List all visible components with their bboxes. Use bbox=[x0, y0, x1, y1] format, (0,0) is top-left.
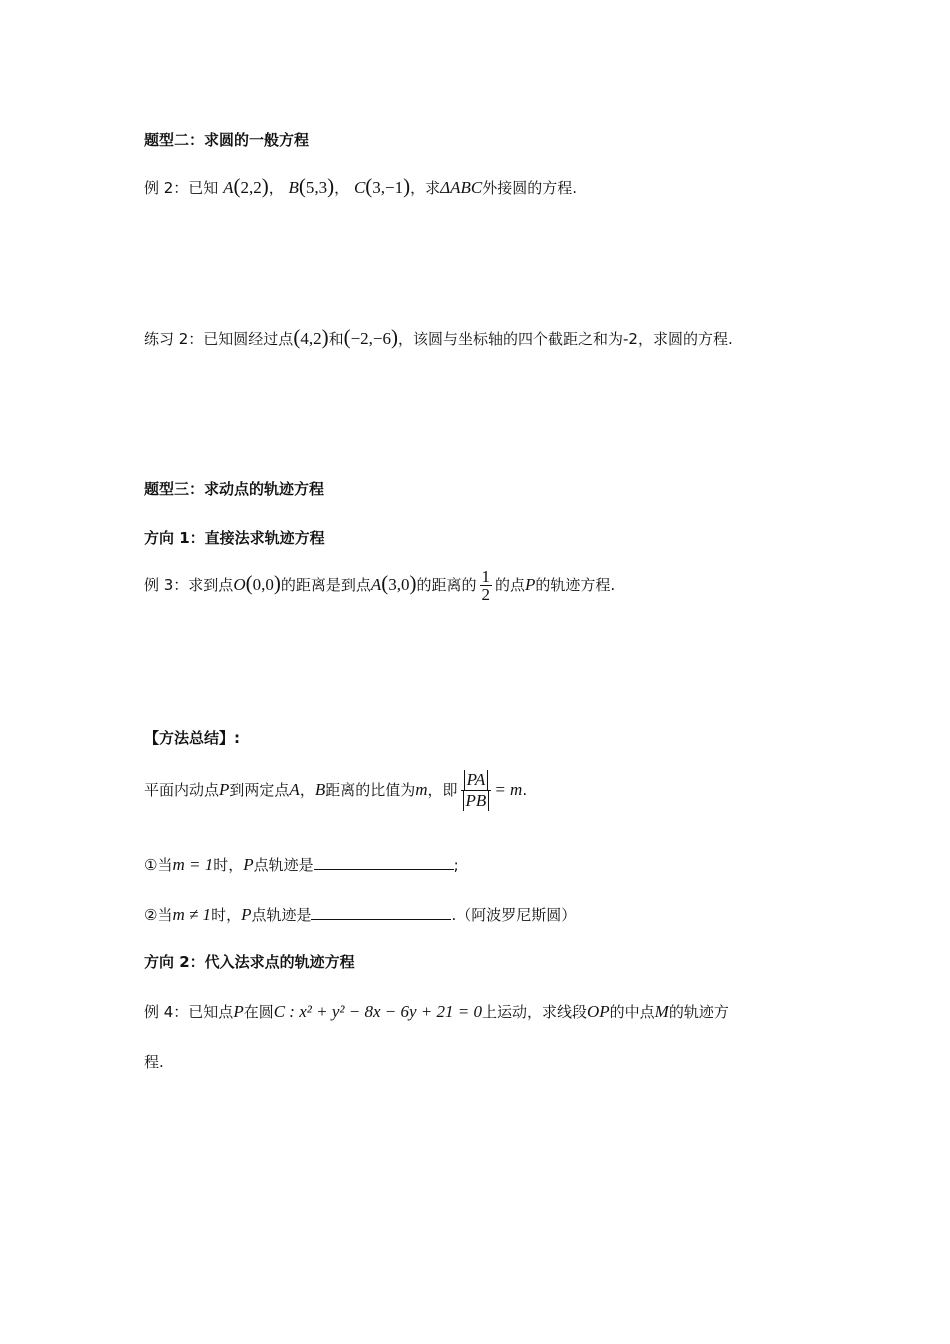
ratio-fraction bbox=[461, 770, 492, 811]
point-o-coords: 0,0 bbox=[252, 575, 274, 594]
point-p3-label: P bbox=[525, 575, 536, 594]
fraction-denominator: 2 bbox=[481, 585, 491, 604]
method-ji: ，即 bbox=[427, 780, 458, 799]
method-case-1 bbox=[144, 855, 459, 873]
case1-end: ; bbox=[453, 856, 459, 874]
case1-condition: m = 1 bbox=[172, 855, 214, 874]
point-a3-label: A bbox=[370, 575, 382, 594]
example-3-prefix: 例 3：求到点 bbox=[144, 576, 234, 594]
practice-2-and: 和 bbox=[328, 330, 344, 348]
point-a-coords: 2,2 bbox=[240, 178, 262, 197]
example-4-p: P bbox=[233, 1002, 244, 1021]
abs-pb: PB bbox=[463, 791, 490, 811]
case2-prefix: ②当 bbox=[144, 906, 173, 924]
circle-equation: C : x² + y² − 8x − 6y + 21 = 0 bbox=[273, 1002, 482, 1021]
practice-2: 练习 2：已知圆经过点(4,2)和(−2,−6)，该圆与坐标轴的四个截距之和为-2，求圆的方程. bbox=[144, 325, 733, 349]
method-line-1: 平面内动点P到两定点A，B距离的比值为m，即 $\frac{PA}{PB}$ = m. bbox=[144, 770, 528, 810]
example-3-mid3: 的点 bbox=[495, 576, 526, 594]
practice-2-suffix: ，该圆与坐标轴的四个截距之和为-2，求圆的方程. bbox=[398, 330, 733, 348]
case2-text: 时， bbox=[211, 906, 242, 924]
direction1-heading: 方向 1：直接法求轨迹方程 bbox=[144, 529, 325, 547]
case2-end: .（阿波罗尼斯圆） bbox=[451, 906, 577, 924]
case1-blank bbox=[314, 855, 454, 870]
method-m: m bbox=[415, 779, 428, 799]
practice-2-prefix: 练习 2：已知圆经过点 bbox=[144, 330, 294, 348]
fraction-numerator: 1 bbox=[481, 567, 491, 586]
ratio-equals-m: = m bbox=[494, 779, 523, 799]
case2-p: P bbox=[241, 905, 252, 924]
point-b-coords: 5,3 bbox=[305, 178, 328, 197]
method-case-2 bbox=[144, 905, 576, 923]
practice-point-2: −2,−6 bbox=[350, 329, 392, 348]
case2-suffix: 点轨迹是 bbox=[251, 906, 312, 924]
example-2-mid: ，求 bbox=[410, 179, 441, 197]
example-4-mid: 上运动，求线段 bbox=[481, 1003, 587, 1021]
method-prefix: 平面内动点 bbox=[144, 780, 220, 799]
point-o-label: O bbox=[233, 575, 246, 594]
example-3-mid2: 的距离的 bbox=[416, 576, 477, 594]
case1-text: 时， bbox=[213, 856, 244, 874]
example-4 bbox=[144, 1003, 729, 1020]
abs-pa: PA bbox=[464, 770, 489, 790]
practice-point-1: 4,2 bbox=[300, 329, 322, 348]
type2-heading: 题型二：求圆的一般方程 bbox=[144, 131, 310, 149]
midpoint-m: M bbox=[654, 1002, 669, 1021]
point-c-label: C bbox=[353, 178, 366, 197]
case2-condition: m ≠ 1 bbox=[172, 905, 212, 924]
method-p: P bbox=[219, 779, 230, 799]
segment-op: OP bbox=[586, 1002, 610, 1021]
type3-heading: 题型三：求动点的轨迹方程 bbox=[144, 480, 325, 498]
method-a: A bbox=[289, 779, 300, 799]
fraction-one-half bbox=[480, 568, 493, 603]
example-3: 例 3：求到点O(0,0)的距离是到点A(3,0)的距离的 $\frac{1}{2}$ 的点P的轨迹方程. bbox=[144, 567, 616, 604]
case1-p: P bbox=[243, 855, 254, 874]
case1-suffix: 点轨迹是 bbox=[253, 856, 314, 874]
point-b-label: B bbox=[288, 178, 299, 197]
method-to: 到两定点 bbox=[229, 780, 290, 799]
example-4-suffix: 的轨迹方 bbox=[668, 1003, 729, 1021]
example-4-in-circle: 在圆 bbox=[243, 1003, 274, 1021]
direction2-heading: 方向 2：代入法求点的轨迹方程 bbox=[144, 953, 355, 971]
point-a-label: A bbox=[223, 178, 234, 197]
example-4-prefix: 例 4：已知点 bbox=[144, 1003, 234, 1021]
method-b: B bbox=[314, 779, 326, 799]
example-4-line-2: 程. bbox=[144, 1053, 164, 1071]
method-ratio-text: 距离的比值为 bbox=[325, 780, 416, 799]
case2-blank bbox=[311, 905, 451, 920]
example-2-suffix: 外接圆的方程. bbox=[482, 179, 578, 197]
example-2-prefix: 例 2：已知 bbox=[144, 179, 219, 197]
method-heading: 【方法总结】: bbox=[144, 729, 240, 747]
point-c-coords: 3,−1 bbox=[372, 178, 404, 197]
triangle-abc: ΔABC bbox=[440, 178, 483, 197]
example-2: 例 2：已知 A(2,2)， B(5,3)， C(3,−1)，求ΔABC外接圆的方程. bbox=[144, 174, 578, 198]
case1-prefix: ①当 bbox=[144, 856, 173, 874]
example-3-mid1: 的距离是到点 bbox=[280, 576, 371, 594]
point-a3-coords: 3,0 bbox=[388, 575, 410, 594]
example-4-mid2: 的中点 bbox=[609, 1003, 655, 1021]
example-3-suffix: 的轨迹方程. bbox=[535, 576, 616, 594]
